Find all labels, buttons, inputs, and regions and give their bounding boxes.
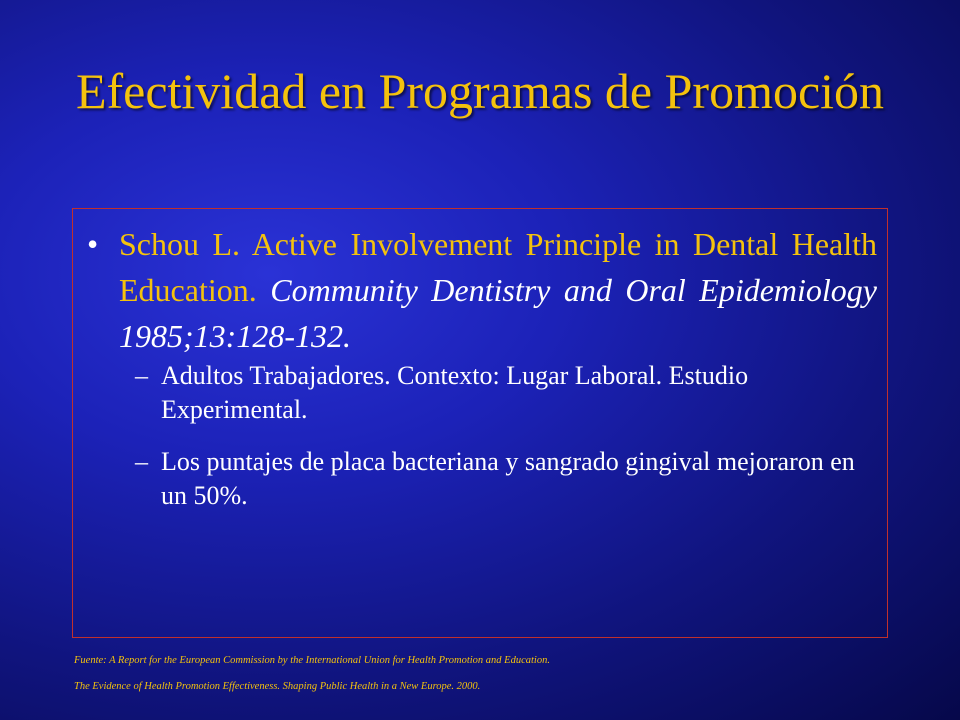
bullet-marker: •	[87, 226, 99, 262]
source-footnote: The Evidence of Health Promotion Effectiveness. Shaping Public Health in a New Europe. 2000.	[74, 681, 481, 692]
sub-item	[135, 445, 855, 513]
sub-item-text: Adultos Trabajadores. Contexto: Lugar Laboral. Estudio Experimental.	[161, 361, 749, 424]
reference-journal: Community Dentistry and Oral Epidemiology 1985;13:128-132.	[119, 272, 878, 354]
sub-item-text: Los puntajes de placa bacteriana y sangrado gingival mejoraron en un 50%.	[161, 447, 855, 510]
source-footnote: Fuente: A Report for the European Commission by the International Union for Health Promotion and Education.	[74, 655, 550, 666]
sub-item	[135, 359, 855, 427]
content-box	[72, 208, 888, 638]
sub-item-marker: –	[135, 361, 148, 390]
reference-bullet	[87, 221, 877, 359]
reference-authors: Schou L. Active Involvement Principle in Dental Health Education.	[119, 226, 877, 308]
sub-item-marker: –	[135, 447, 148, 476]
slide-title: Efectividad en Programas de Promoción	[75, 63, 885, 119]
reference-text	[119, 221, 877, 359]
